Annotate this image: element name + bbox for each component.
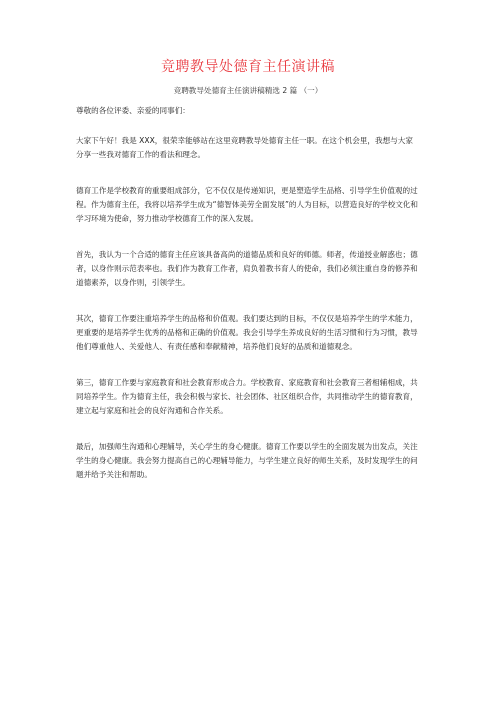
greeting-line: 尊敬的各位评委、亲爱的同事们：	[76, 106, 190, 115]
paragraph-second-point: 其次，德育工作要注重培养学生的品格和价值观。我们要达到的目标，不仅仅是培养学生的学术能力，更重要的是培养学生优秀的品格和正确的价值观。我会引导学生养成良好的生活习惯和行为习惯，教导他们尊重他人、关爱他人、有责任感和奉献精神，培养他们良好的品质和道德观念。	[76, 314, 418, 351]
paragraph-third-point: 第三，德育工作要与家庭教育和社会教育形成合力。学校教育、家庭教育和社会教育三者相辅相成，共同培养学生。作为德育主任，我会积极与家长、社会团体、社区组织合作，共同推动学生的德育教育，建立起与家庭和社会的良好沟通和合作关系。	[76, 378, 418, 415]
paragraph-first-point: 首先，我认为一个合适的德育主任应该具备高尚的道德品质和良好的师德。师者，传道授业解惑也；德者，以身作则示范表率也。我们作为教育工作者，肩负着教书育人的使命，我们必须注重自身的修养和道德素养，以身作则，引领学生。	[76, 250, 418, 287]
document-title: 竞聘教导处德育主任演讲稿	[161, 59, 335, 75]
document-subtitle: 竞聘教导处德育主任演讲稿精选 2 篇 （一）	[173, 86, 323, 95]
paragraph-opening: 大家下午好！我是 XXX，很荣幸能够站在这里竞聘教导处德育主任一职。在这个机会里，我想与大家分享一些我对德育工作的看法和理念。	[76, 136, 413, 159]
paragraph-final-point: 最后，加强师生沟通和心理辅导，关心学生的身心健康。德育工作要以学生的全面发展为出发点，关注学生的身心健康。我会努力提高自己的心理辅导能力，与学生建立良好的师生关系，及时发现学生的问题并给予关注和帮助。	[76, 442, 418, 479]
paragraph-moral-education-importance: 德育工作是学校教育的重要组成部分，它不仅仅是传递知识，更是塑造学生品格、引导学生价值观的过程。作为德育主任，我将以培养学生成为“德智体美劳全面发展”的人为目标，以营造良好的学校文化和学习环境为使命，努力推动学校德育工作的深入发展。	[76, 186, 418, 223]
